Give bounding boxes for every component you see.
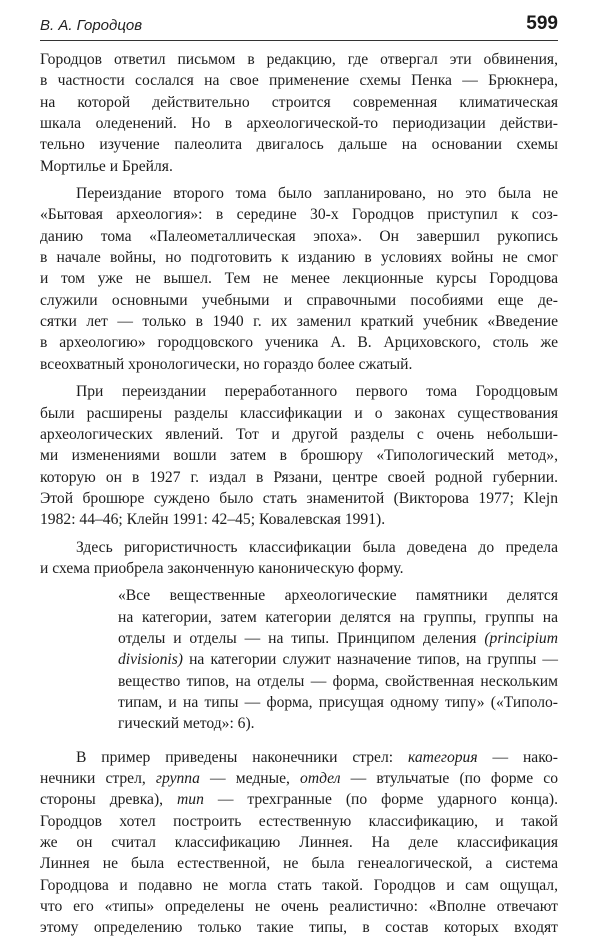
text-line: тельно изучение палеолита двигалось дальше на основании схемы (40, 136, 558, 154)
latin-term: divisionis) (118, 651, 183, 669)
block-quote (118, 585, 558, 734)
text-line: ми изменениями вошли затем в брошюру «Типологический метод», (40, 447, 558, 465)
text-line: Городцов хотел построить естественную классификацию, и такой (40, 812, 558, 830)
text-line: Мортилье и Брейля. (40, 157, 173, 175)
page-number: 599 (526, 13, 558, 34)
text-line: в археологию» городцовского ученика А. В. Арциховского, столь же (40, 334, 558, 352)
text-line: Линнея не была естественной, не была генеалогической, а система (40, 855, 558, 873)
paragraph-1 (40, 49, 558, 177)
term-group: группа (155, 770, 200, 787)
text-line: и схема приобрела законченную каноническую форму. (40, 559, 404, 577)
paragraph-4 (40, 537, 558, 580)
term-type: тип (177, 791, 204, 809)
quote-line: гический метод»: 6). (118, 715, 255, 733)
quote-text: на категории служит назначение типов, на группы — (182, 651, 558, 669)
text-line: шкала оледенений. Но в археологической-то периодизации действи- (40, 115, 558, 133)
text-run: — втульчатые (по форме со (340, 770, 558, 787)
text-line: в начале войны, но подготовить к изданию в условиях войны не смог (40, 249, 558, 267)
text-line: же он считал классификацию Линнея. На деле классификация (40, 834, 558, 852)
text-line: Городцов ответил письмом в редакцию, где отвергал эти обвинения, (40, 51, 558, 68)
quote-line: типам, и на типы — форма, присущая одному типу» («Типоло- (118, 693, 558, 711)
text-run: стороны древка), (40, 791, 178, 809)
text-line: Здесь ригористичность классификации была доведена до предела (76, 538, 558, 556)
term-category: категория (407, 748, 478, 766)
text-line: При переиздании переработанного первого тома Городцовым (76, 383, 558, 401)
paragraph-2 (40, 183, 558, 375)
page-body (40, 49, 558, 939)
quote-line: на категории, затем категории делятся на группы, группы на (118, 608, 558, 626)
text-line: сятки лет — только в 1940 г. их заменил краткий учебник «Введение (40, 313, 558, 331)
text-line (40, 747, 558, 768)
text-run: — нако- (477, 748, 558, 766)
text-line: данию тома «Палеометаллическая эпоха». Он завершил рукопись (40, 227, 558, 245)
text-run: — трехгранные (по форме ударного конца). (203, 791, 558, 809)
text-line: которую он в 1927 г. издал в Рязани, центре своей родной губернии. (40, 468, 558, 486)
quote-text: отделы и отделы — на типы. Принципом деления (118, 629, 477, 647)
text-line: что его «типы» определены не очень реалистично: «Вполне отвечают (40, 898, 558, 916)
text-run: — медные, (199, 770, 301, 787)
text-line: Городцова и подавно не могла стать такой. Городцов и сам ощущал, (40, 876, 558, 894)
text-run: нечники стрел, (40, 770, 156, 787)
text-line: Переиздание второго тома было запланировано, но это была не (76, 185, 558, 203)
text-line: «Бытовая археология»: в середине 30-х Городцов приступил к соз- (40, 206, 558, 224)
running-head-author: В. А. Городцов (40, 17, 143, 34)
text-line: были расширены разделы классификации и о законах существования (40, 404, 558, 422)
paragraph-5 (40, 747, 558, 939)
text-line: всеохватный хронологически, но гораздо более сжатый. (40, 355, 413, 373)
text-line (40, 789, 558, 810)
text-line: 1982: 44–46; Клейн 1991: 42–45; Ковалевская 1991). (40, 511, 386, 529)
text-run: В пример приведены наконечники стрел: (76, 748, 408, 766)
text-line: и том уже не вышел. Тем не менее лекционные курсы Городцова (40, 270, 558, 288)
text-line: служили основными учебными и справочными пособиями еще де- (40, 291, 558, 309)
text-line: этому определению только такие типы, в состав которых входят (40, 919, 558, 937)
text-line: на которой действительно строится современная климатическая (40, 93, 558, 111)
running-header (40, 10, 558, 41)
quote-line (118, 628, 558, 649)
quote-line: «Все вещественные археологические памятники делятся (118, 587, 558, 605)
text-line (40, 768, 558, 789)
paragraph-3 (40, 381, 558, 530)
term-section: отдел (300, 770, 341, 787)
quote-line (118, 649, 558, 670)
text-line: Этой брошюре суждено было стать знаменитой (Викторова 1977; Klejn (40, 489, 558, 507)
latin-term: (principium (484, 629, 558, 647)
text-line: в частности сослался на свое применение схемы Пенка — Брюкнера, (40, 72, 558, 90)
text-line: археологических явлений. Тот и другой разделы с очень небольши- (40, 425, 558, 443)
quote-line: вещество типов, на отделы — форма, свойственная нескольким (118, 672, 558, 690)
